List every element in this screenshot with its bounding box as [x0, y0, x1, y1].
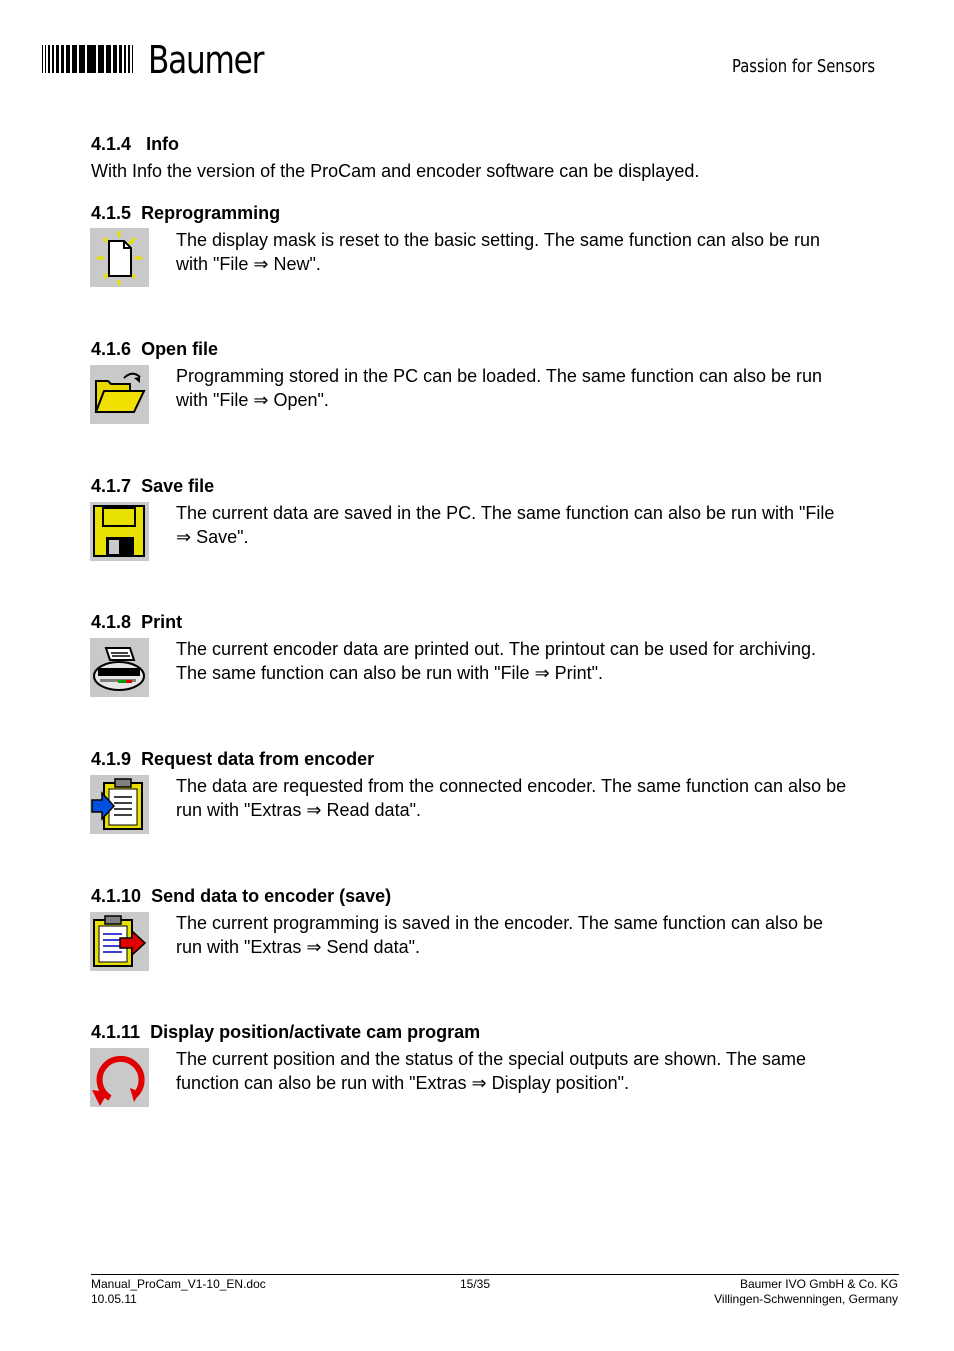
- section-text-open-file: Programming stored in the PC can be loaded. The same function can also be run with "File ⇒ Open".: [176, 366, 823, 410]
- floppy-disk-icon: [90, 502, 149, 561]
- section-text-reprogramming: The display mask is reset to the basic setting. The same function can also be run with "File ⇒ New".: [176, 230, 821, 274]
- section-text-display-position: The current position and the status of the special outputs are shown. The same function can also be run with "Extras ⇒ Display position".: [176, 1049, 807, 1093]
- section-text-print: The current encoder data are printed out. The printout can be used for archiving. The same function can also be run with "File ⇒ Print".: [176, 639, 817, 683]
- brand-name: Baumer: [148, 38, 264, 82]
- footer-page-number: 15/35: [460, 1277, 491, 1291]
- section-heading-display-position: 4.1.11 Display position/activate cam program: [91, 1022, 481, 1042]
- section-text-info: With Info the version of the ProCam and encoder software can be displayed.: [91, 161, 700, 181]
- printer-icon: [90, 638, 149, 697]
- page-header: [0, 0, 954, 100]
- section-text-send-data: The current programming is saved in the encoder. The same function can also be run with "Extras ⇒ Send data".: [176, 913, 824, 957]
- position-cycle-icon: [90, 1048, 149, 1107]
- baumer-logo-icon: [42, 45, 134, 73]
- footer-filename: Manual_ProCam_V1-10_EN.doc: [91, 1277, 266, 1291]
- clipboard-export-icon: [90, 912, 149, 971]
- section-text-request-data: The data are requested from the connected encoder. The same function can also be run with "Extras ⇒ Read data".: [176, 776, 847, 820]
- section-heading-request-data: 4.1.9 Request data from encoder: [91, 749, 375, 769]
- section-heading-reprogramming: 4.1.5 Reprogramming: [91, 203, 281, 223]
- footer-date: 10.05.11: [91, 1292, 137, 1306]
- clipboard-import-icon: [90, 775, 149, 834]
- section-text-save-file: The current data are saved in the PC. The same function can also be run with "File ⇒ Save".: [176, 503, 835, 547]
- new-file-icon: [90, 228, 149, 287]
- section-heading-print: 4.1.8 Print: [91, 612, 183, 632]
- footer-location: Villingen-Schwenningen, Germany: [714, 1292, 898, 1306]
- footer-company: Baumer IVO GmbH & Co. KG: [739, 1277, 898, 1291]
- brand-tagline: Passion for Sensors: [732, 56, 876, 77]
- footer-divider: [91, 1274, 899, 1275]
- section-heading-open-file: 4.1.6 Open file: [91, 339, 219, 359]
- open-folder-icon: [90, 365, 149, 424]
- section-heading-info: 4.1.4 Info: [91, 134, 180, 154]
- section-heading-save-file: 4.1.7 Save file: [91, 476, 215, 496]
- section-heading-send-data: 4.1.10 Send data to encoder (save): [91, 886, 392, 906]
